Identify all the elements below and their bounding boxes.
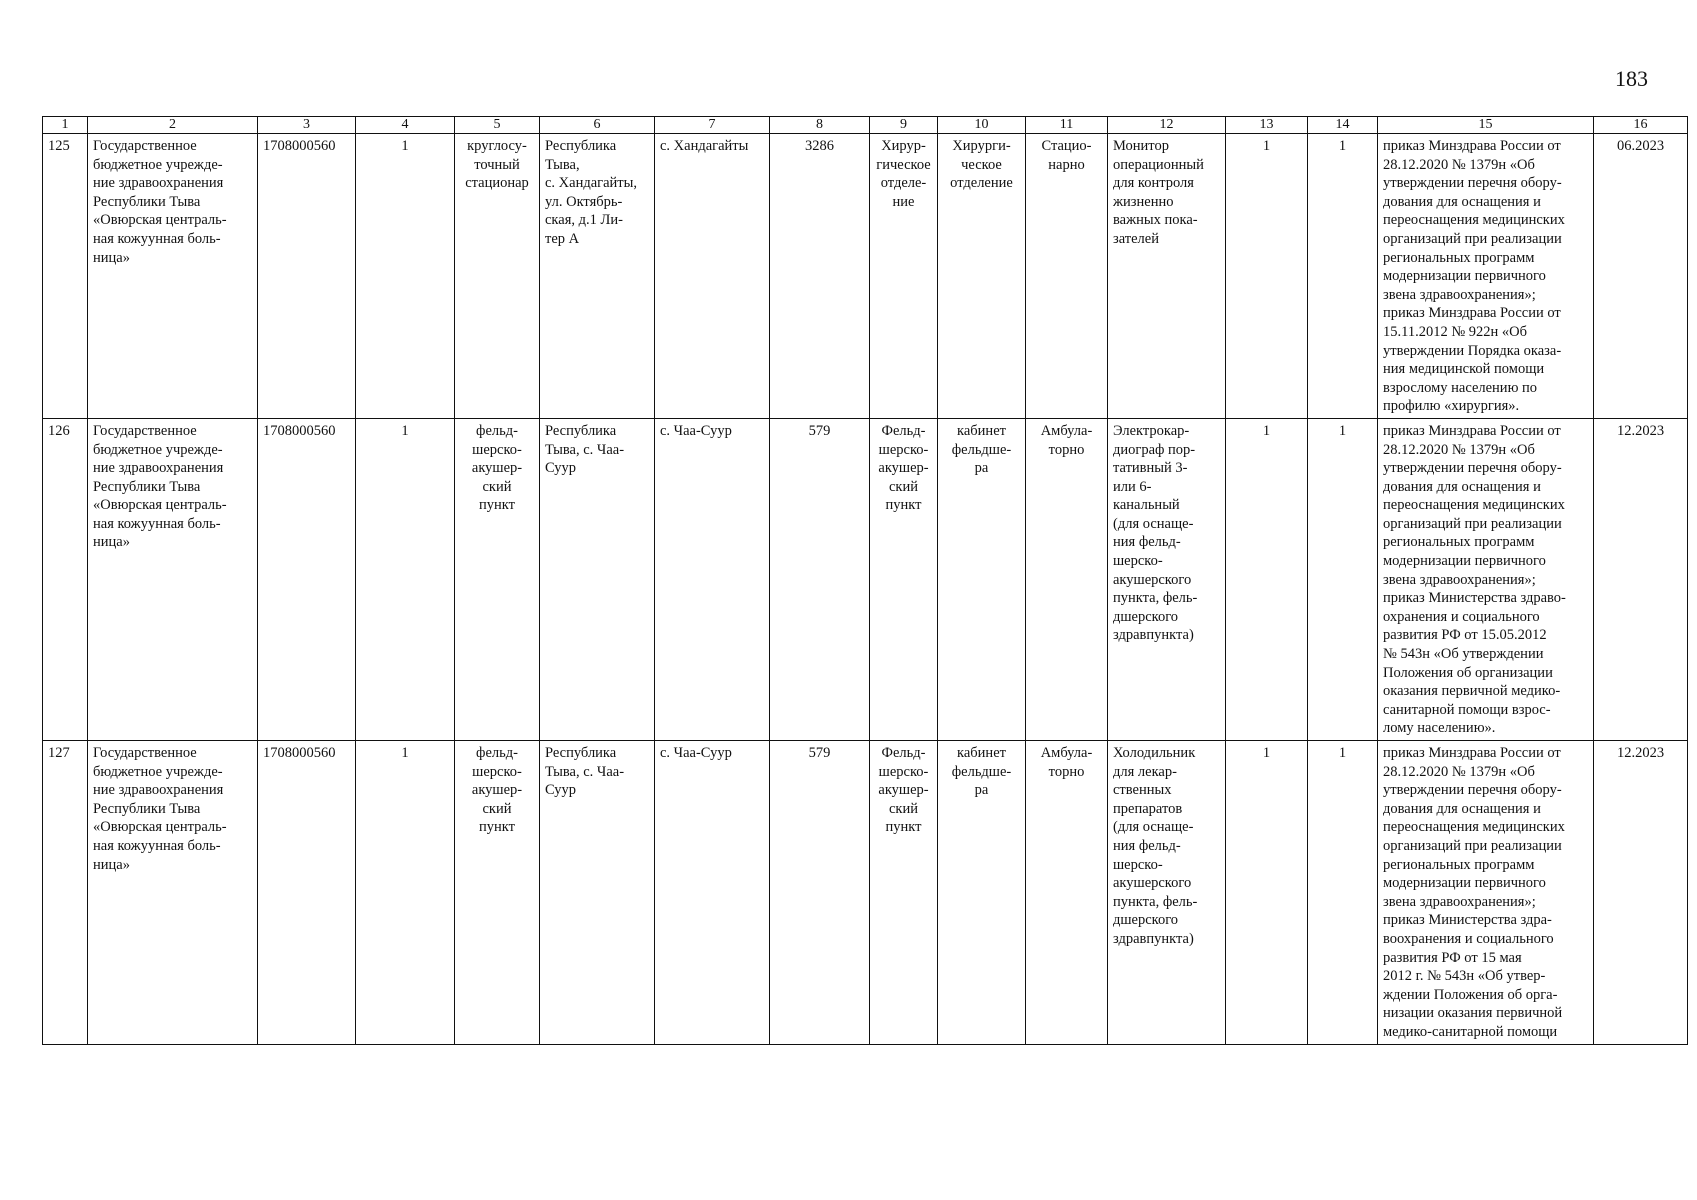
- unit: Хирурги- ческое отделение: [938, 134, 1026, 419]
- column-number: 4: [356, 117, 455, 134]
- count: 1: [356, 741, 455, 1045]
- date: 12.2023: [1594, 741, 1688, 1045]
- inn: 1708000560: [258, 741, 356, 1045]
- unit: кабинет фельдше- ра: [938, 418, 1026, 740]
- date: 12.2023: [1594, 418, 1688, 740]
- column-number: 3: [258, 117, 356, 134]
- population: 579: [770, 741, 870, 1045]
- date: 06.2023: [1594, 134, 1688, 419]
- inn: 1708000560: [258, 418, 356, 740]
- count: 1: [356, 134, 455, 419]
- settlement: с. Чаа-Суур: [655, 418, 770, 740]
- address: Республика Тыва, с. Чаа- Суур: [540, 418, 655, 740]
- quantity-planned: 1: [1308, 741, 1378, 1045]
- address: Республика Тыва, с. Хандагайты, ул. Октябрь- ская, д.1 Ли- тер А: [540, 134, 655, 419]
- organization-name: Государственное бюджетное учрежде- ние здравоохранения Республики Тыва «Овюрская централь- ная кожуунная боль- ница»: [88, 741, 258, 1045]
- count: 1: [356, 418, 455, 740]
- table-row: [43, 134, 1688, 419]
- table-row: [43, 741, 1688, 1045]
- department: Фельд- шерско- акушер- ский пункт: [870, 741, 938, 1045]
- column-number: 2: [88, 117, 258, 134]
- quantity: 1: [1226, 741, 1308, 1045]
- quantity-planned: 1: [1308, 134, 1378, 419]
- organization-name: Государственное бюджетное учрежде- ние здравоохранения Республики Тыва «Овюрская централь- ная кожуунная боль- ница»: [88, 418, 258, 740]
- row-number: 126: [43, 418, 88, 740]
- legal-basis: приказ Минздрава России от 28.12.2020 № 1379н «Об утверждении перечня обору- дования для оснащения и переоснащения медицинских организаций при реализации региональных программ модернизации первичного звена здравоохранения»; приказ Министерства здраво- охранения и социального развития РФ от 15.05.2012 № 543н «Об утверждении Положения об организации оказания первичной медико- санитарной помощи взрос- лому населению».: [1378, 418, 1594, 740]
- column-number: 16: [1594, 117, 1688, 134]
- equipment-name: Холодильник для лекар- ственных препаратов (для оснаще- ния фельд- шерско- акушерского пункта, фель- дшерского здравпункта): [1108, 741, 1226, 1045]
- facility-type: фельд- шерско- акушер- ский пункт: [455, 741, 540, 1045]
- care-form: Амбула- торно: [1026, 741, 1108, 1045]
- column-number: 8: [770, 117, 870, 134]
- quantity: 1: [1226, 418, 1308, 740]
- column-number: 5: [455, 117, 540, 134]
- legal-basis: приказ Минздрава России от 28.12.2020 № 1379н «Об утверждении перечня обору- дования для оснащения и переоснащения медицинских организаций при реализации региональных программ модернизации первичного звена здравоохранения»; приказ Министерства здра- воохранения и социального развития РФ от 15 мая 2012 г. № 543н «Об утвер- ждении Положения об орга- низации оказания первичной медико-санитарной помощи: [1378, 741, 1594, 1045]
- column-number: 13: [1226, 117, 1308, 134]
- column-number: 15: [1378, 117, 1594, 134]
- row-number: 127: [43, 741, 88, 1045]
- column-number-row: [43, 117, 1688, 134]
- organization-name: Государственное бюджетное учрежде- ние здравоохранения Республики Тыва «Овюрская централь- ная кожуунная боль- ница»: [88, 134, 258, 419]
- column-number: 6: [540, 117, 655, 134]
- population: 3286: [770, 134, 870, 419]
- equipment-name: Электрокар- диограф пор- тативный 3- или 6- канальный (для оснаще- ния фельд- шерско- акушерского пункта, фель- дшерского здравпункта): [1108, 418, 1226, 740]
- column-number: 10: [938, 117, 1026, 134]
- table-row: [43, 418, 1688, 740]
- column-number: 12: [1108, 117, 1226, 134]
- facility-type: круглосу- точный стационар: [455, 134, 540, 419]
- equipment-name: Монитор операционный для контроля жизненно важных пока- зателей: [1108, 134, 1226, 419]
- quantity-planned: 1: [1308, 418, 1378, 740]
- department: Фельд- шерско- акушер- ский пункт: [870, 418, 938, 740]
- column-number: 14: [1308, 117, 1378, 134]
- care-form: Стацио- нарно: [1026, 134, 1108, 419]
- facility-type: фельд- шерско- акушер- ский пункт: [455, 418, 540, 740]
- column-number: 9: [870, 117, 938, 134]
- column-number: 1: [43, 117, 88, 134]
- population: 579: [770, 418, 870, 740]
- row-number: 125: [43, 134, 88, 419]
- quantity: 1: [1226, 134, 1308, 419]
- settlement: с. Чаа-Суур: [655, 741, 770, 1045]
- page-number: 183: [1615, 66, 1648, 91]
- inn: 1708000560: [258, 134, 356, 419]
- unit: кабинет фельдше- ра: [938, 741, 1026, 1045]
- legal-basis: приказ Минздрава России от 28.12.2020 № 1379н «Об утверждении перечня обору- дования для оснащения и переоснащения медицинских организаций при реализации региональных программ модернизации первичного звена здравоохранения»; приказ Минздрава России от 15.11.2012 № 922н «Об утверждении Порядка оказа- ния медицинской помощи взрослому населению по профилю «хирургия».: [1378, 134, 1594, 419]
- column-number: 11: [1026, 117, 1108, 134]
- settlement: с. Хандагайты: [655, 134, 770, 419]
- equipment-table: [42, 116, 1688, 1045]
- care-form: Амбула- торно: [1026, 418, 1108, 740]
- department: Хирур- гическое отделе- ние: [870, 134, 938, 419]
- column-number: 7: [655, 117, 770, 134]
- address: Республика Тыва, с. Чаа- Суур: [540, 741, 655, 1045]
